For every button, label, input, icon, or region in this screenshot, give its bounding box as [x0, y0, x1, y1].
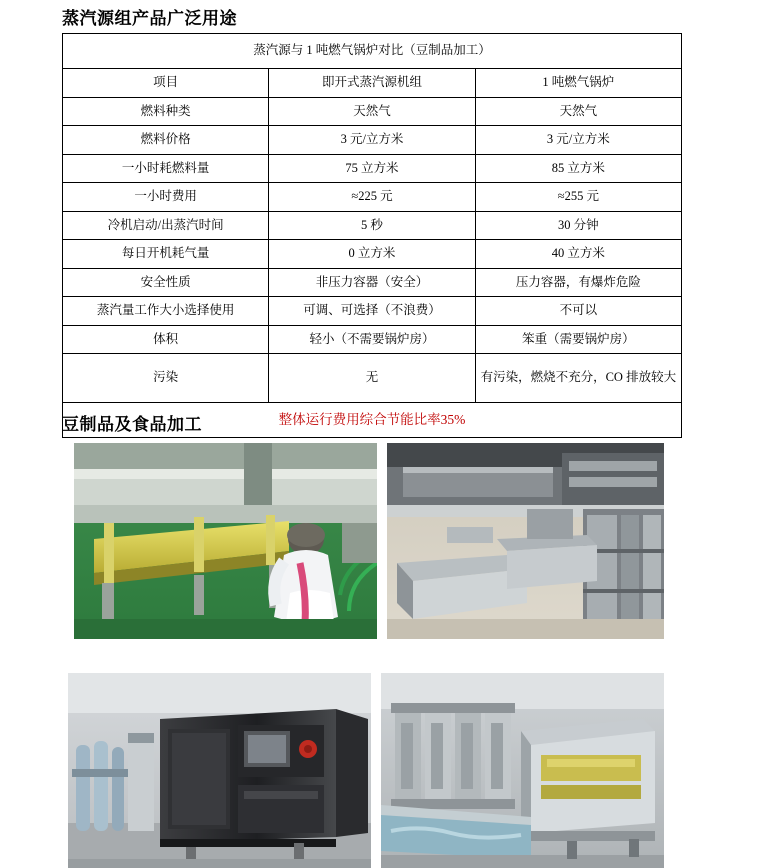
table-header-cell-steam: 即开式蒸汽源机组: [269, 69, 475, 98]
table-row: [63, 154, 682, 183]
table-header-row: [63, 69, 682, 98]
table-cell: 不可以: [475, 297, 681, 326]
table-header-cell-item: 项目: [63, 69, 269, 98]
page-title-section-1: 蒸汽源组产品广泛用途: [62, 9, 237, 28]
table-cell: 可调、可选择（不浪费）: [269, 297, 475, 326]
table-cell: 笨重（需要锅炉房）: [475, 325, 681, 354]
table-row: [63, 325, 682, 354]
photo-processing-machine: [68, 673, 371, 868]
photo-soy-washing-line: [381, 673, 664, 868]
table-cell: 3 元/立方米: [269, 126, 475, 155]
table-row: [63, 97, 682, 126]
table-row: [63, 268, 682, 297]
table-cell: 5 秒: [269, 211, 475, 240]
table-header-cell-boiler: 1 吨燃气锅炉: [475, 69, 681, 98]
table-cell: 每日开机耗气量: [63, 240, 269, 269]
table-cell: 75 立方米: [269, 154, 475, 183]
table-cell: ≈225 元: [269, 183, 475, 212]
table-cell: 轻小（不需要锅炉房）: [269, 325, 475, 354]
table-cell: 30 分钟: [475, 211, 681, 240]
table-cell: 一小时费用: [63, 183, 269, 212]
table-cell: 体积: [63, 325, 269, 354]
table-cell: 污染: [63, 354, 269, 403]
table-cell: 安全性质: [63, 268, 269, 297]
table-cell: 天然气: [475, 97, 681, 126]
photo-soy-production-line: [74, 443, 377, 639]
photo-stainless-kitchen-graphic: [387, 443, 664, 639]
table-cell: 蒸汽量工作大小选择使用: [63, 297, 269, 326]
table-cell: 非压力容器（安全）: [269, 268, 475, 297]
photo-stainless-kitchen: [387, 443, 664, 639]
photo-soy-washing-line-graphic: [381, 673, 664, 868]
table-row: [63, 183, 682, 212]
table-cell: 一小时耗燃料量: [63, 154, 269, 183]
table-cell: 3 元/立方米: [475, 126, 681, 155]
table-cell: 冷机启动/出蒸汽时间: [63, 211, 269, 240]
comparison-table-wrapper: [62, 33, 682, 438]
table-cell: 燃料价格: [63, 126, 269, 155]
page-title-section-2: 豆制品及食品加工: [62, 415, 202, 434]
table-cell: 燃料种类: [63, 97, 269, 126]
table-title-row: [63, 34, 682, 69]
comparison-table: [62, 33, 682, 438]
table-cell: 压力容器，有爆炸危险: [475, 268, 681, 297]
table-row: [63, 354, 682, 403]
table-cell: 有污染，燃烧不充分，CO 排放较大: [475, 354, 681, 403]
table-row: [63, 126, 682, 155]
table-row: [63, 297, 682, 326]
table-row: [63, 211, 682, 240]
table-title-cell: 蒸汽源与 1 吨燃气锅炉对比（豆制品加工）: [63, 34, 682, 69]
table-cell: ≈255 元: [475, 183, 681, 212]
table-cell: 0 立方米: [269, 240, 475, 269]
table-cell: 40 立方米: [475, 240, 681, 269]
photo-processing-machine-graphic: [68, 673, 371, 868]
table-row: [63, 240, 682, 269]
photo-soy-production-line-graphic: [74, 443, 377, 639]
table-cell: 85 立方米: [475, 154, 681, 183]
table-footer-cell: 整体运行费用综合节能比率35%: [63, 403, 682, 438]
table-cell: 无: [269, 354, 475, 403]
table-cell: 天然气: [269, 97, 475, 126]
